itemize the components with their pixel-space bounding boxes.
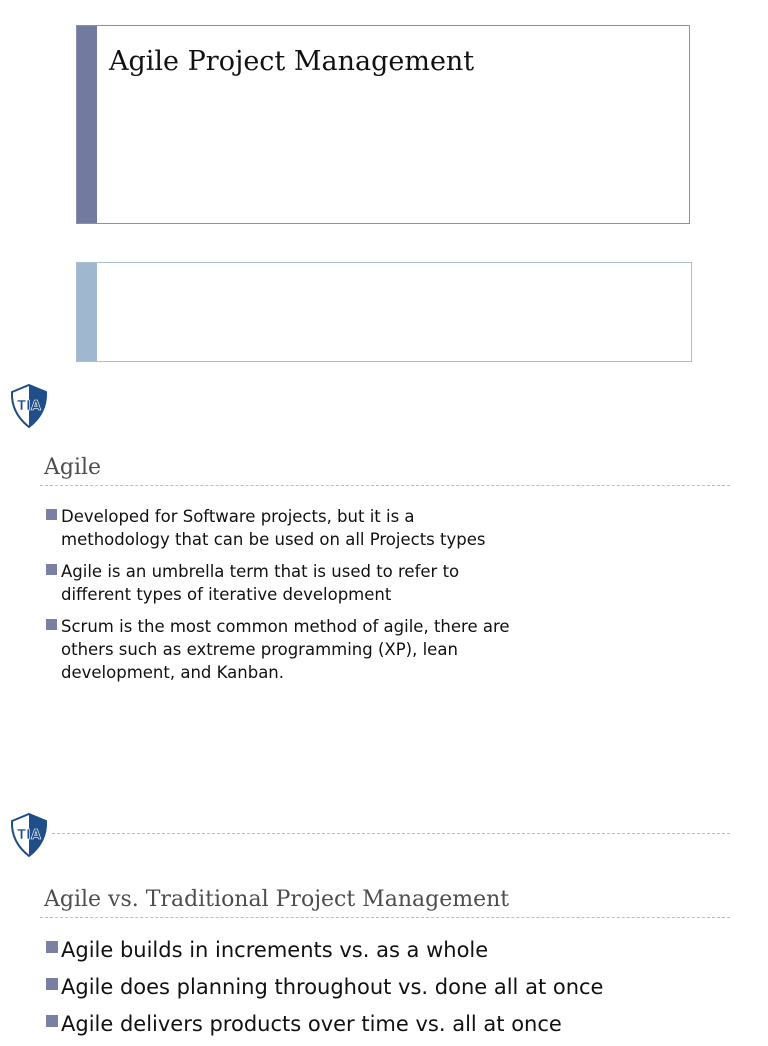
- title-accent-bar: [77, 26, 97, 223]
- list-item: Developed for Software projects, but it is a methodology that can be used on all Projects types: [46, 505, 516, 551]
- bullet-square-icon: [46, 941, 58, 953]
- bullet-list-vs: [46, 935, 746, 1046]
- logo-text: TIA: [17, 828, 41, 843]
- logo-divider: [52, 833, 730, 834]
- list-item: Scrum is the most common method of agile, there are others such as extreme programming (XP), lean development, and Kanban.: [46, 615, 516, 684]
- list-item: Agile does planning throughout vs. done all at once: [46, 972, 746, 1002]
- bullet-square-icon: [46, 509, 57, 520]
- slide-heading-vs: Agile vs. Traditional Project Management: [44, 887, 510, 912]
- subtitle-box: [76, 262, 692, 362]
- heading-divider: [40, 485, 730, 486]
- shield-logo-icon: [8, 812, 50, 858]
- list-item: Agile builds in increments vs. as a whole: [46, 935, 746, 965]
- bullet-square-icon: [46, 619, 57, 630]
- page-title: Agile Project Management: [109, 46, 475, 77]
- logo-text: TIA: [17, 399, 41, 414]
- bullet-square-icon: [46, 564, 57, 575]
- bullet-square-icon: [46, 1015, 58, 1027]
- heading-divider: [40, 917, 730, 918]
- shield-logo-icon: [8, 383, 50, 429]
- title-slide-box: [76, 25, 690, 224]
- subtitle-accent-bar: [77, 263, 97, 361]
- list-item: Agile is an umbrella term that is used to refer to different types of iterative development: [46, 560, 516, 606]
- bullet-list-agile: [46, 505, 516, 693]
- bullet-square-icon: [46, 978, 58, 990]
- list-item: Agile delivers products over time vs. all at once: [46, 1009, 746, 1039]
- slide-heading-agile: Agile: [44, 455, 102, 480]
